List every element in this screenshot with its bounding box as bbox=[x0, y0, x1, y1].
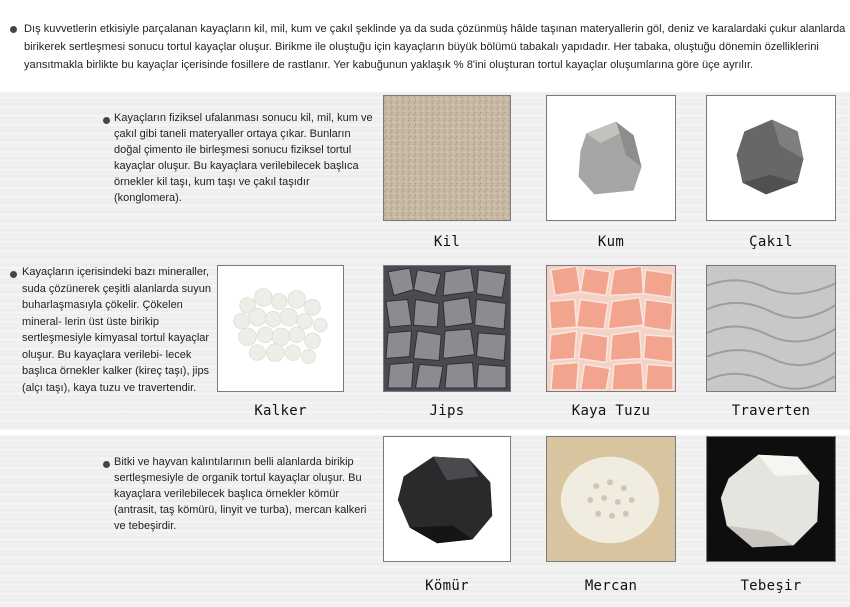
kalker-label: Kalker bbox=[254, 403, 307, 419]
kum-label: Kum bbox=[597, 234, 625, 250]
bullet-icon bbox=[103, 117, 110, 124]
kil-photo bbox=[383, 95, 511, 221]
tebesir-label: Tebeşir bbox=[740, 578, 802, 594]
kaya-tuzu-photo bbox=[546, 265, 676, 392]
traverten-label: Traverten bbox=[731, 403, 811, 419]
tebesir-photo bbox=[706, 436, 836, 562]
komur-label: Kömür bbox=[425, 578, 469, 594]
bullet-icon bbox=[103, 461, 110, 468]
intro-paragraph: Dış kuvvetlerin etkisiyle parçalanan kayaçların kil, mil, kum ve çakıl şeklinde ya da suda çözünmüş hâlde taşınan materyallerin göl, deniz ve karalardaki çukur alanlarda birikerek sertleşmesi sonucu tortul kayaçlar oluşur. Birikme ile oluştuğu için kayaçların büyük bölümü tabakalı yapıdadır. Her tabaka, oluştuğu dönemin özelliklerini yansıtmakla birlikte bu kayaçlar içerisinde fosillere de rastlanır. Yer kabuğunun yaklaşık % 8'ini oluşturan tortul kayaçlar oluşumlarına göre üçe ayrılır. bbox=[24, 23, 846, 71]
chemical-sediment-text: Kayaçların içerisindeki bazı mineraller, suda çözünerek çeşitli alanlarda suyun buharlaşmasıyla çökelir. Çökelen mineral- lerin üst üste birikip sertleşmesiyle kimyasal tortul kayaçlar oluşur. Bu kayaçlara verilebi- lecek başlıca örnekler kalker (kireç taşı), jips (alçı taşı), kaya tuzu ve travertendir. bbox=[22, 266, 211, 394]
jips-photo bbox=[383, 265, 511, 392]
kaya-tuzu-label: Kaya Tuzu bbox=[571, 403, 651, 419]
cakil-label: Çakıl bbox=[749, 234, 793, 250]
physical-sediment-text: Kayaçların fiziksel ufalanması sonucu kil, mil, kum ve çakıl gibi taneli materyaller ortaya çıkar. Bunların doğal çimento ile birleşmesi sonucu fiziksel tortul kayaçlar oluşur. Bu kayaçlara verilebilecek başlıca örnekler kil taşı, kum taşı ve çakıl taşıdır (konglomera). bbox=[114, 112, 373, 204]
komur-photo bbox=[383, 436, 511, 562]
kum-photo bbox=[546, 95, 676, 221]
traverten-photo bbox=[706, 265, 836, 392]
cakil-photo bbox=[706, 95, 836, 221]
jips-label: Jips bbox=[429, 403, 465, 419]
mercan-photo bbox=[546, 436, 676, 562]
kalker-photo bbox=[217, 265, 344, 392]
kil-label: Kil bbox=[433, 234, 461, 250]
mercan-label: Mercan bbox=[584, 578, 638, 594]
organic-sediment-text: Bitki ve hayvan kalıntılarının belli alanlarda birikip sertleşmesiyle de organik tortul kayaçlar oluşur. Bu kayaçlara verilebilecek başlıca örnekler kömür (antrasit, taş kömürü, linyit ve turba), mercan kalkeri ve tebeşirdir. bbox=[114, 456, 367, 532]
bullet-icon bbox=[10, 271, 17, 278]
